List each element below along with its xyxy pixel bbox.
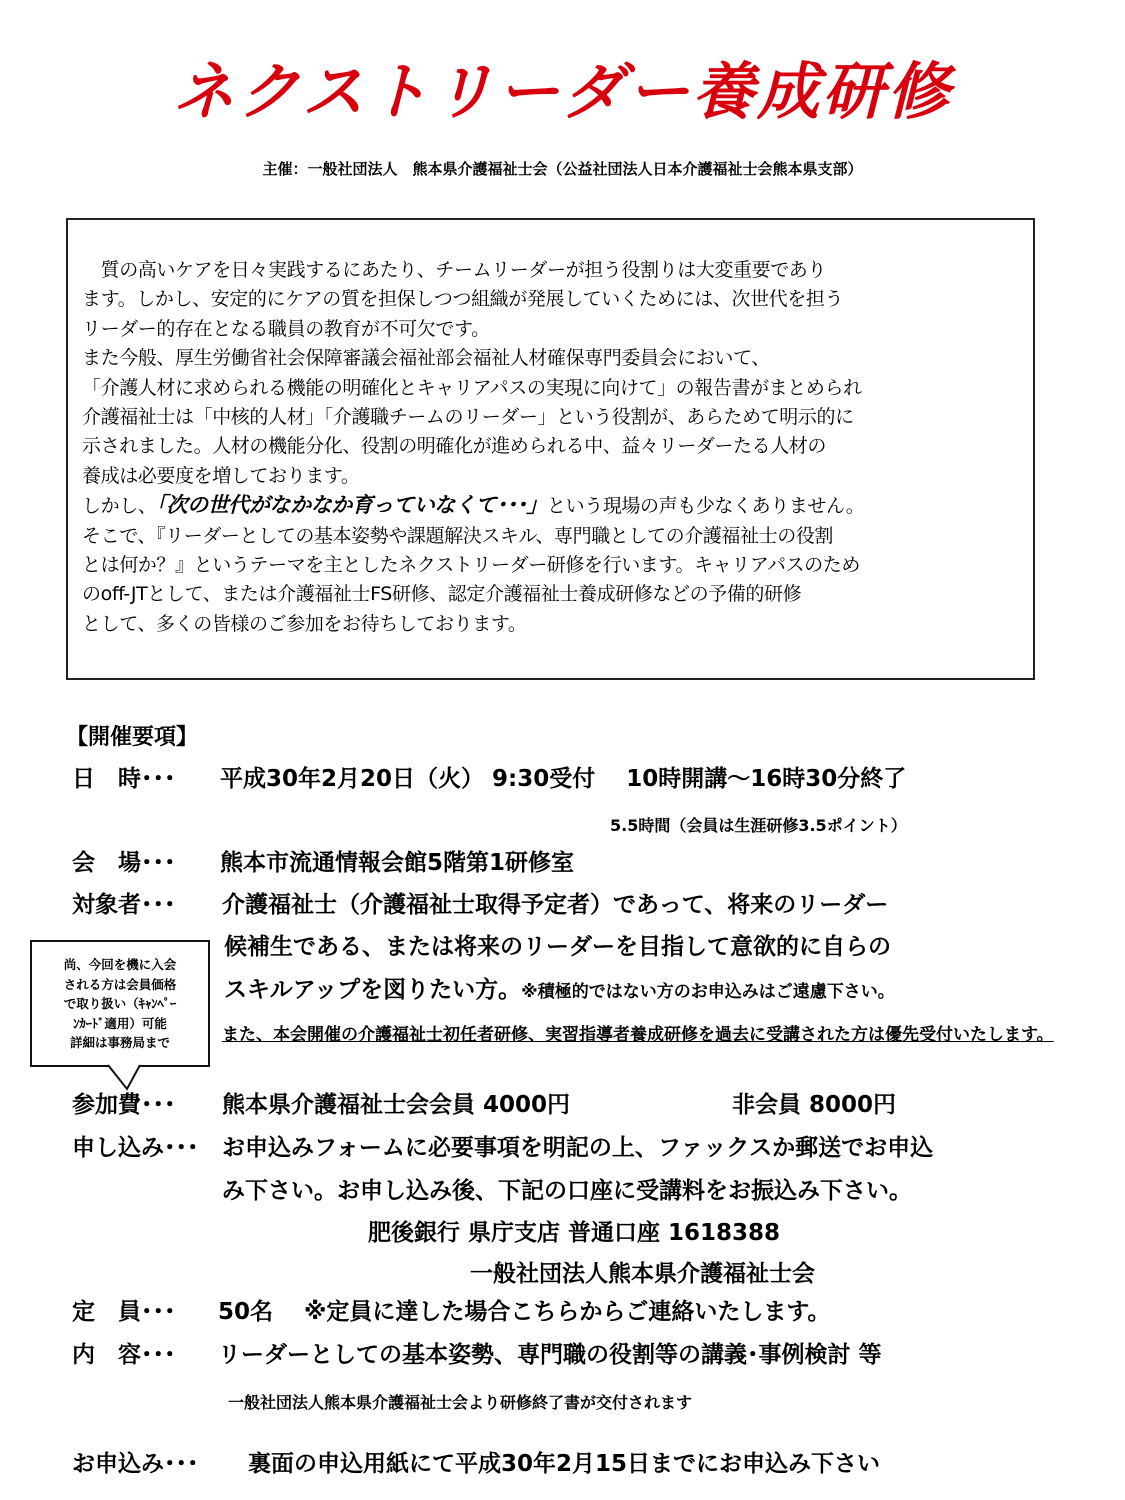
- target-label: 対象者･･･: [72, 892, 176, 918]
- datetime-note: 5.5時間（会員は生涯研修3.5ポイント）: [610, 816, 907, 835]
- callout-line: ﾝｶｰﾄﾞ適用）可能: [73, 1015, 167, 1031]
- target-inline-note: ※積極的ではない方のお申込みはご遠慮下さい。: [521, 982, 895, 1002]
- fee-member: 熊本県介護福祉士会会員 4000円: [222, 1092, 571, 1118]
- intro-emphasis-line: [82, 491, 1023, 521]
- intro-line: 示されました。人材の機能分化、役割の明確化が進められる中、益々リーダーたる人材の: [82, 435, 827, 458]
- emphasis-quote: 「次の世代がなかなか育っていなくて･･･」: [156, 493, 548, 518]
- capacity-value: 50名 ※定員に達した場合こちらからご連絡いたします。: [218, 1299, 831, 1325]
- datetime-value: 平成30年2月20日（火） 9:30受付 10時開講～16時30分終了: [220, 766, 907, 792]
- emphasis-prefix: しかし、: [82, 495, 157, 518]
- target-line: 介護福祉士（介護福祉士取得予定者）であって、将来のリーダー: [222, 892, 889, 918]
- content-label: 内 容･･･: [72, 1342, 176, 1368]
- fee-label: 参加費･･･: [72, 1092, 176, 1118]
- capacity-label: 定 員･･･: [72, 1299, 176, 1325]
- application-line: お申込みフォームに必要事項を明記の上、ファックスか郵送でお申込: [222, 1135, 934, 1161]
- target-line: 候補生である、または将来のリーダーを目指して意欲的に自らの: [224, 934, 891, 960]
- intro-line: リーダー的存在となる職員の教育が不可欠です。: [82, 317, 490, 340]
- callout-line: 詳細は事務局まで: [69, 1035, 170, 1050]
- organizer-line: 主催：一般社団法人 熊本県介護福祉士会（公益社団法人日本介護福祉士会熊本県支部）: [262, 160, 863, 178]
- venue-value: 熊本市流通情報会館5階第1研修室: [220, 850, 575, 876]
- intro-line: として、多くの皆様のご参加をお待ちしております。: [82, 612, 527, 635]
- content-value: リーダーとしての基本姿勢、専門職の役割等の講義･事例検討 等: [218, 1342, 882, 1368]
- callout-tail-icon: [100, 1064, 160, 1092]
- page-title: ネクストリーダー養成研修: [172, 55, 953, 128]
- callout-line: 尚、今回を機に入会: [63, 957, 177, 972]
- intro-line: また今般、厚生労働省社会保障審議会福祉部会福祉人材確保専門委員会において、: [82, 347, 770, 370]
- intro-line: のoff-JTとして、または介護福祉士FS研修、認定介護福祉士養成研修などの予備的研修: [82, 583, 802, 606]
- venue-label: 会 場･･･: [72, 850, 176, 876]
- datetime-label: 日 時･･･: [72, 766, 176, 792]
- intro-line: そこで、『リーダーとしての基本姿勢や課題解決スキル、専門職としての介護福祉士の役割: [82, 524, 834, 547]
- intro-line: 「介護人材に求められる機能の明確化とキャリアパスの実現に向けて」の報告書がまとめられ: [82, 376, 862, 399]
- callout-line: で取り扱い（ｷｬﾝﾍﾟｰ: [63, 996, 177, 1011]
- intro-line: ます。しかし、安定的にケアの質を担保しつつ組織が発展していくためには、次世代を担う: [82, 288, 844, 311]
- account-holder: 一般社団法人熊本県介護福祉士会: [470, 1261, 815, 1287]
- certificate-note: 一般社団法人熊本県介護福祉士会より研修終了書が交付されます: [228, 1393, 693, 1412]
- priority-note: また、本会開催の介護福祉士初任者研修、実習指導者養成研修を過去に受講された方は優先受付いたします。: [222, 1025, 1054, 1045]
- intro-line: 養成は必要度を増しております。: [82, 464, 360, 487]
- bank-account: 肥後銀行 県庁支店 普通口座 1618388: [368, 1220, 781, 1246]
- application-line: み下さい。お申し込み後、下記の口座に受講料をお振込み下さい。: [222, 1178, 912, 1204]
- fee-non-member: 非会員 8000円: [732, 1092, 897, 1118]
- target-line: スキルアップを図りたい方。: [224, 977, 522, 1003]
- deadline-label: お申込み･･･: [72, 1451, 199, 1477]
- intro-line: 質の高いケアを日々実践するにあたり、チームリーダーが担う役割りは大変重要であり: [82, 259, 827, 281]
- section-heading: 【開催要項】: [66, 725, 199, 750]
- emphasis-suffix: という現場の声も少なくありません。: [547, 495, 865, 518]
- application-label: 申し込み･･･: [72, 1135, 199, 1161]
- callout-line: される方は会員価格: [63, 976, 177, 992]
- intro-box: [66, 218, 1035, 680]
- intro-line: 介護福祉士は「中核的人材」「介護職チームのリーダー」という役割が、あらためて明示的に: [82, 406, 854, 429]
- membership-callout: [30, 940, 210, 1067]
- intro-line: とは何か？』というテーマを主としたネクストリーダー研修を行います。キャリアパスのため: [82, 554, 860, 577]
- target-line-3: [224, 975, 895, 1007]
- deadline-value: 裏面の申込用紙にて平成30年2月15日までにお申込み下さい: [248, 1451, 881, 1477]
